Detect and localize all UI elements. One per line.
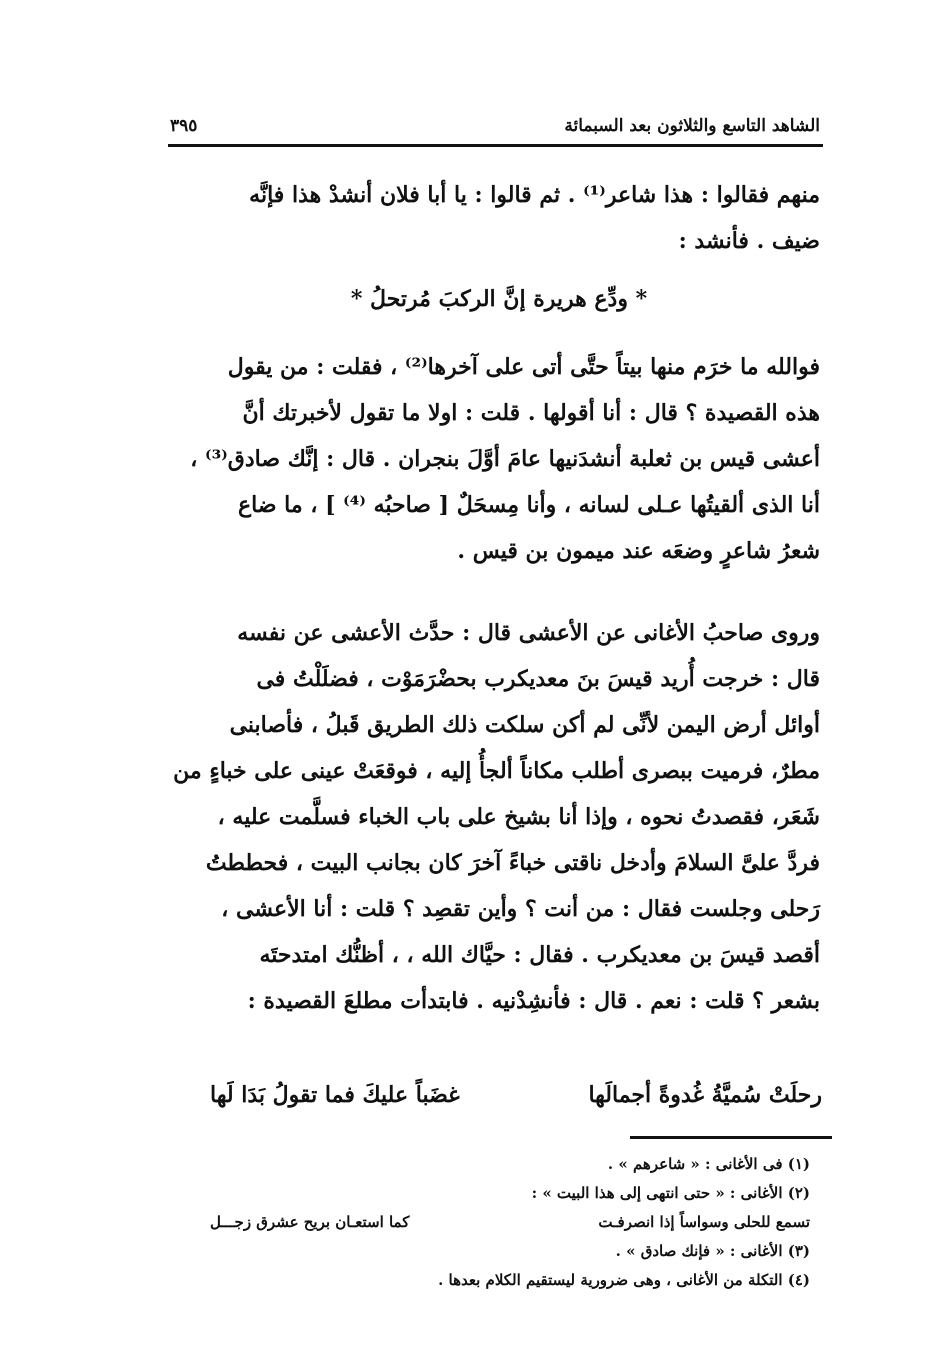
footnote-2-poem-a: تسمع للحلى وسواساً إذا انصرفـت <box>598 1213 810 1231</box>
text-line: مطرٌ، فرميت ببصرى أطلب مكاناً ألجأُ إليه ، فوقعَتْ عينى على خباءٍ من <box>173 758 820 784</box>
footnote-1: (١) فى الأغانى : « شاعرهم » . <box>607 1155 810 1173</box>
text-line: أقصد قيسَ بن معديكرب . فقال : حيَّاك الله ، ، أظنُّك امتدحتَه <box>259 942 820 968</box>
running-header <box>170 100 820 136</box>
verse-hemistich-1: رحلَتْ سُميَّةُ غُدوةً أجمالَها <box>588 1082 822 1108</box>
text-line: أنا الذى ألقيتُها عـلى لسانه ، وأنا مِسحَلٌ [ صاحبُه ⁽⁴⁾ ] ، ما ضاع <box>238 492 820 518</box>
text-line: هذه القصيدة ؟ قال : أنا أقولها . قلت : اولا ما تقول لأخبرتك أنَّ <box>242 400 820 426</box>
paragraph-2 <box>178 344 820 574</box>
text-line: أعشى قيس بن ثعلبة أنشدَنيها عامَ أوَّلَ بنجران . قال : إنَّك صادق⁽³⁾ ، <box>190 446 820 472</box>
footnote-rule <box>630 1136 832 1139</box>
verse-2 <box>210 1082 822 1108</box>
footnote-2-poem-b: كما استعـان بريح عشرق زجـــل <box>210 1213 410 1231</box>
footnote-4: (٤) التكلة من الأغانى ، وهى ضرورية ليستقيم الكلام بعدها . <box>438 1271 810 1289</box>
text-line: منهم فقالوا : هذا شاعر⁽¹⁾ . ثم قالوا : يا أبا فلان أنشدْ هذا فإنَّه <box>249 182 820 208</box>
text-line: ضيف . فأنشد : <box>678 228 820 254</box>
header-title: الشاهد التاسع والثلاثون بعد السبمائة <box>564 116 820 136</box>
text-line: فوالله ما خرَم منها بيتاً حتَّى أتى على آخرها⁽²⁾ ، فقلت : من يقول <box>227 354 820 380</box>
text-line: فردَّ علىَّ السلامَ وأدخل ناقتى خباءً آخرَ كان بجانب البيت ، فحططتُ <box>205 850 820 876</box>
text-line: شَعَر، فقصدتُ نحوه ، وإذا أنا بشيخ على باب الخباء فسلَّمت عليه ، <box>217 804 820 830</box>
footnote-2-poem <box>210 1208 810 1237</box>
verse-1: * ودِّع هريرة إنَّ الركبَ مُرتحلُ * <box>350 286 648 312</box>
text-line: أوائل أرض اليمن لأنِّى لم أكن سلكت ذلك الطريق قَبلُ ، فأصابنى <box>229 712 820 738</box>
footnote-2: (٢) الأغانى : « حتى انتهى إلى هذا البيت » : <box>531 1184 810 1202</box>
text-line: بشعر ؟ قلت : نعم . قال : فأنشِدْنيه . فابتدأت مطلعَ القصيدة : <box>247 988 820 1014</box>
text-line: وروى صاحبُ الأغانى عن الأعشى قال : حدَّث الأعشى عن نفسه <box>237 620 820 646</box>
paragraph-3 <box>173 610 820 1024</box>
text-line: رَحلى وجلست فقال : من أنت ؟ وأين تقصِد ؟ قلت : أنا الأعشى ، <box>221 896 820 922</box>
page-number: ٣٩٥ <box>170 116 198 136</box>
footnote-3: (٣) الأغانى : « فإنك صادق » . <box>615 1242 810 1260</box>
text-line: قال : خرجت أُريد قيسَ بنَ معديكرب بحضْرَمَوْت ، فضلَلْتُ فى <box>256 666 820 692</box>
footnotes <box>210 1150 810 1295</box>
text-line: شعرُ شاعرٍ وضعَه عند ميمون بن قيس . <box>457 538 820 564</box>
header-rule <box>168 144 823 147</box>
paragraph-1 <box>178 172 820 264</box>
verse-hemistich-2: غضَباً عليكَ فما تقولُ بَدَا لَها <box>210 1082 460 1108</box>
